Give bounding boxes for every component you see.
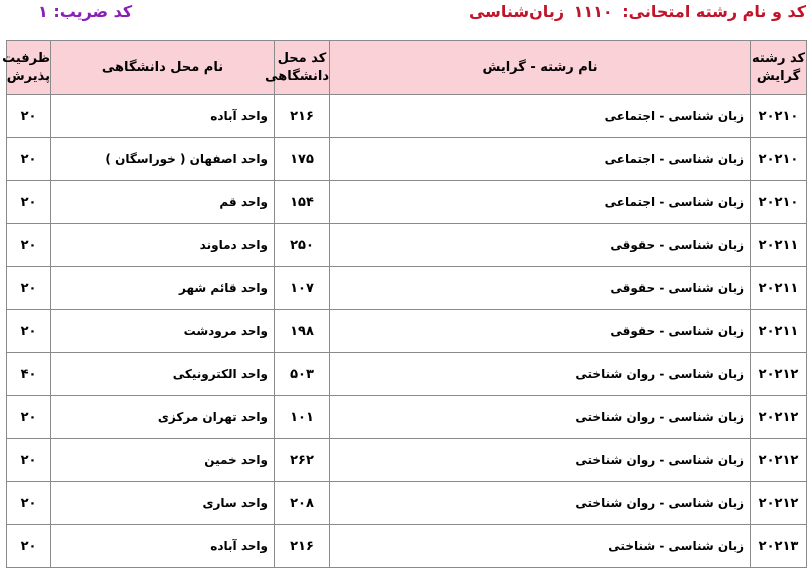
location-name-cell: واحد آباده bbox=[51, 95, 275, 138]
field-code-cell: ۲۰۲۱۳ bbox=[751, 525, 807, 568]
table-row bbox=[7, 267, 807, 310]
location-code-cell: ۲۵۰ bbox=[275, 224, 330, 267]
capacity-cell: ۲۰ bbox=[7, 267, 51, 310]
col-location-code: کد محل دانشگاهی bbox=[275, 41, 330, 95]
table-row bbox=[7, 224, 807, 267]
col-field-name: نام رشته - گرایش bbox=[330, 41, 751, 95]
location-code-cell: ۲۶۲ bbox=[275, 439, 330, 482]
col-location-name: نام محل دانشگاهی bbox=[51, 41, 275, 95]
field-name-cell: زبان شناسی - روان شناختی bbox=[330, 439, 751, 482]
table-body bbox=[7, 95, 807, 568]
location-code-cell: ۱۰۱ bbox=[275, 396, 330, 439]
capacity-cell: ۲۰ bbox=[7, 310, 51, 353]
location-code-cell: ۲۱۶ bbox=[275, 525, 330, 568]
location-code-cell: ۱۵۴ bbox=[275, 181, 330, 224]
col-capacity: ظرفیت پذیرش bbox=[7, 41, 51, 95]
field-code-cell: ۲۰۲۱۰ bbox=[751, 95, 807, 138]
field-name-cell: زبان شناسی - اجتماعی bbox=[330, 138, 751, 181]
field-code-cell: ۲۰۲۱۱ bbox=[751, 267, 807, 310]
capacity-cell: ۲۰ bbox=[7, 181, 51, 224]
field-code-cell: ۲۰۲۱۰ bbox=[751, 138, 807, 181]
location-name-cell: واحد اصفهان ( خوراسگان ) bbox=[51, 138, 275, 181]
location-name-cell: واحد قم bbox=[51, 181, 275, 224]
location-name-cell: واحد الکترونیکی bbox=[51, 353, 275, 396]
capacity-cell: ۲۰ bbox=[7, 439, 51, 482]
table-row bbox=[7, 310, 807, 353]
col-field-code: کد رشته گرایش bbox=[751, 41, 807, 95]
field-code-cell: ۲۰۲۱۱ bbox=[751, 310, 807, 353]
table-row bbox=[7, 138, 807, 181]
capacity-cell: ۲۰ bbox=[7, 525, 51, 568]
field-code-cell: ۲۰۲۱۰ bbox=[751, 181, 807, 224]
capacity-cell: ۲۰ bbox=[7, 95, 51, 138]
location-name-cell: واحد ساری bbox=[51, 482, 275, 525]
location-name-cell: واحد قائم شهر bbox=[51, 267, 275, 310]
exam-code: ۱۱۱۰ bbox=[573, 2, 613, 21]
field-name-cell: زبان شناسی - اجتماعی bbox=[330, 95, 751, 138]
location-name-cell: واحد مرودشت bbox=[51, 310, 275, 353]
field-name-cell: زبان شناسی - روان شناختی bbox=[330, 353, 751, 396]
table-row bbox=[7, 396, 807, 439]
location-code-cell: ۵۰۳ bbox=[275, 353, 330, 396]
location-code-cell: ۱۹۸ bbox=[275, 310, 330, 353]
exam-name: زبان‌شناسی bbox=[468, 2, 565, 21]
exam-label: کد و نام رشته امتحانی: bbox=[622, 2, 806, 21]
table-header bbox=[2, 41, 807, 95]
exam-title bbox=[469, 2, 806, 21]
header-row bbox=[7, 41, 807, 95]
table-row bbox=[7, 181, 807, 224]
table-row bbox=[7, 439, 807, 482]
field-name-cell: زبان شناسی - حقوقی bbox=[330, 224, 751, 267]
field-code-cell: ۲۰۲۱۲ bbox=[751, 353, 807, 396]
table-row bbox=[7, 482, 807, 525]
table-row bbox=[7, 525, 807, 568]
field-name-cell: زبان شناسی - روان شناختی bbox=[330, 396, 751, 439]
field-name-cell: زبان شناسی - روان شناختی bbox=[330, 482, 751, 525]
capacity-cell: ۲۰ bbox=[7, 482, 51, 525]
field-name-cell: زبان شناسی - شناختی bbox=[330, 525, 751, 568]
location-code-cell: ۲۱۶ bbox=[275, 95, 330, 138]
location-code-cell: ۱۰۷ bbox=[275, 267, 330, 310]
field-code-cell: ۲۰۲۱۲ bbox=[751, 439, 807, 482]
page-header bbox=[0, 0, 812, 30]
field-name-cell: زبان شناسی - حقوقی bbox=[330, 310, 751, 353]
location-name-cell: واحد خمین bbox=[51, 439, 275, 482]
location-name-cell: واحد آباده bbox=[51, 525, 275, 568]
table-row bbox=[7, 353, 807, 396]
location-name-cell: واحد دماوند bbox=[51, 224, 275, 267]
field-code-cell: ۲۰۲۱۱ bbox=[751, 224, 807, 267]
coefficient-code: کد ضریب: ۱ bbox=[38, 2, 133, 21]
field-name-cell: زبان شناسی - اجتماعی bbox=[330, 181, 751, 224]
field-code-cell: ۲۰۲۱۲ bbox=[751, 396, 807, 439]
capacity-cell: ۴۰ bbox=[7, 353, 51, 396]
admission-table bbox=[2, 40, 807, 568]
location-name-cell: واحد تهران مرکزی bbox=[51, 396, 275, 439]
capacity-cell: ۲۰ bbox=[7, 396, 51, 439]
capacity-cell: ۲۰ bbox=[7, 138, 51, 181]
location-code-cell: ۲۰۸ bbox=[275, 482, 330, 525]
field-code-cell: ۲۰۲۱۲ bbox=[751, 482, 807, 525]
table-row bbox=[7, 95, 807, 138]
location-code-cell: ۱۷۵ bbox=[275, 138, 330, 181]
capacity-cell: ۲۰ bbox=[7, 224, 51, 267]
field-name-cell: زبان شناسی - حقوقی bbox=[330, 267, 751, 310]
